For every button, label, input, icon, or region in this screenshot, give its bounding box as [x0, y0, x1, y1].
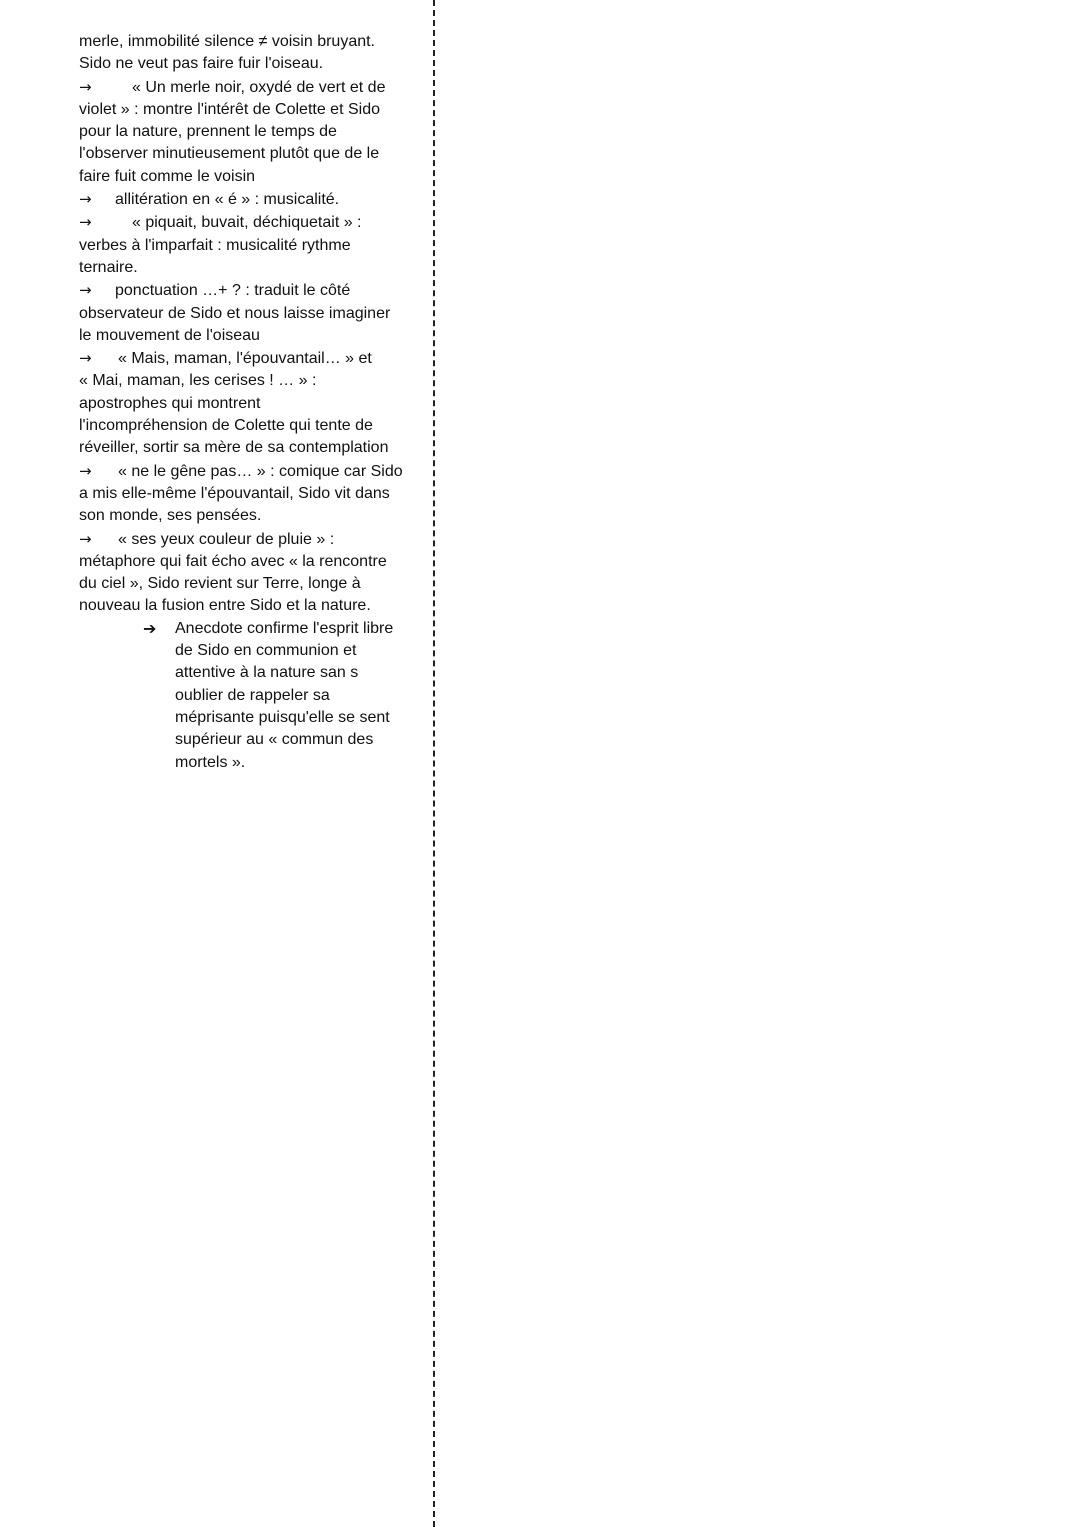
point-1-first: « Un merle noir, oxydé de vert et de [132, 78, 386, 96]
arrow-right-icon: → [79, 77, 92, 96]
conclusion-line: de Sido en communion et [175, 642, 357, 660]
arrow-right-icon: → [79, 190, 92, 209]
point-4 [79, 279, 409, 347]
point-5-line: l'incompréhension de Colette qui tente de [79, 417, 373, 435]
point-5 [79, 347, 409, 459]
conclusion-line: supérieur au « commun des [175, 731, 374, 749]
conclusion-line: méprisante puisqu'elle se sent [175, 708, 390, 726]
point-3-line: ternaire. [79, 258, 138, 276]
conclusion-line: oublier de rappeler sa [175, 686, 330, 704]
point-6-line: son monde, ses pensées. [79, 507, 262, 525]
point-4-first: ponctuation …+ ? : traduit le côté [115, 282, 351, 300]
conclusion-line: Anecdote confirme l'esprit libre [175, 619, 394, 637]
point-7-line: nouveau la fusion entre Sido et la nature. [79, 597, 371, 615]
point-7-line: du ciel », Sido revient sur Terre, longe à [79, 575, 361, 593]
conclusion-line: attentive à la nature san s [175, 664, 359, 682]
point-1-line: violet » : montre l'intérêt de Colette et Sido [79, 100, 380, 118]
point-7 [79, 528, 409, 618]
point-2-first: allitération en « é » : musicalité. [115, 191, 340, 209]
point-1-line: l'observer minutieusement plutôt que de le [79, 145, 380, 163]
point-5-line: réveiller, sortir sa mère de sa contemplation [79, 439, 389, 457]
conclusion [143, 618, 409, 774]
point-5-first: « Mais, maman, l'épouvantail… » et [118, 350, 372, 368]
arrow-right-icon: → [79, 281, 92, 300]
conclusion-line: mortels ». [175, 753, 246, 771]
arrow-right-icon: → [79, 461, 92, 480]
point-3-first: « piquait, buvait, déchiquetait » : [132, 214, 362, 232]
dashed-column-divider [433, 0, 435, 1527]
point-7-line: métaphore qui fait écho avec « la rencontre [79, 552, 387, 570]
intro-line-2: Sido ne veut pas faire fuir l'oiseau. [79, 55, 324, 73]
intro-line-1: merle, immobilité silence ≠ voisin bruyant. [79, 33, 375, 50]
point-3-line: verbes à l'imparfait : musicalité rythme [79, 236, 351, 254]
point-5-line: apostrophes qui montrent [79, 394, 261, 412]
point-2 [79, 188, 409, 211]
point-6 [79, 460, 409, 528]
point-5-line: « Mai, maman, les cerises ! … » : [79, 372, 317, 390]
bold-arrow-right-icon: ➔ [143, 618, 157, 638]
point-6-first: « ne le gêne pas… » : comique car Sido [118, 462, 403, 480]
point-1-line: faire fuit comme le voisin [79, 167, 256, 185]
point-1 [79, 76, 409, 188]
point-4-line: le mouvement de l'oiseau [79, 326, 260, 344]
point-7-first: « ses yeux couleur de pluie » : [118, 530, 335, 548]
arrow-right-icon: → [79, 213, 92, 232]
arrow-right-icon: → [79, 349, 92, 368]
point-3 [79, 211, 409, 279]
point-4-line: observateur de Sido et nous laisse imaginer [79, 304, 391, 322]
point-6-line: a mis elle-même l'épouvantail, Sido vit dans [79, 484, 390, 502]
notes-column [79, 31, 409, 774]
arrow-right-icon: → [79, 529, 92, 548]
point-1-line: pour la nature, prennent le temps de [79, 123, 337, 141]
